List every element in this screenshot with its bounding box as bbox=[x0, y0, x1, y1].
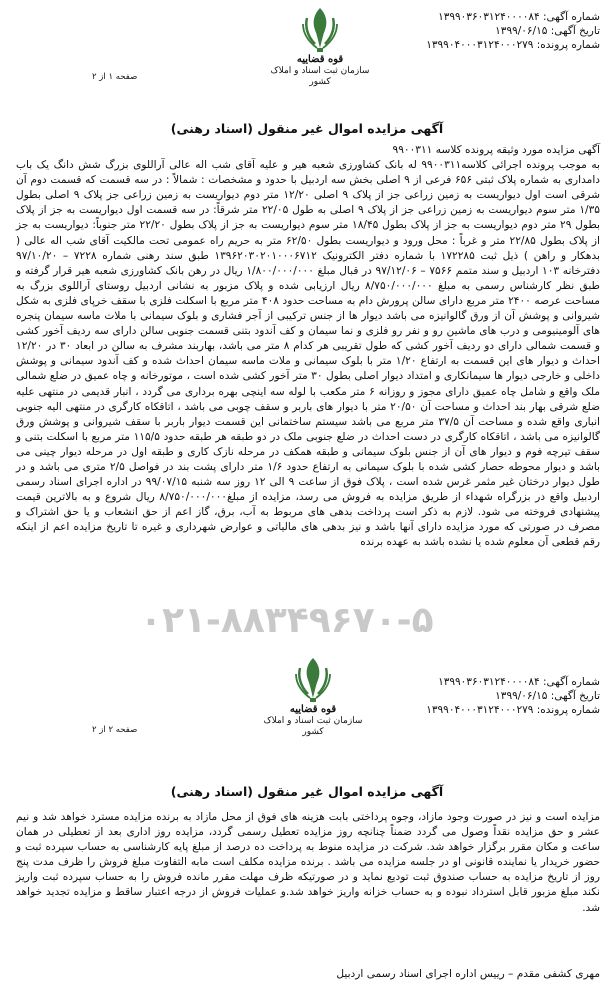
judiciary-title: قوه قضاییه bbox=[296, 54, 344, 65]
judiciary-logo-icon bbox=[290, 654, 336, 704]
registration-org-name: سازمان ثبت اسناد و املاک کشور bbox=[263, 716, 363, 737]
judiciary-logo-icon bbox=[297, 4, 343, 54]
registration-org-name: سازمان ثبت اسناد و املاک کشور bbox=[270, 66, 370, 87]
page-number: صفحه ۱ از ۲ bbox=[92, 72, 138, 82]
signature-line: مهری کشفی مقدم – رییس اداره اجرای اسناد رسمی اردبیل bbox=[336, 968, 600, 980]
ad-meta bbox=[426, 10, 600, 52]
ad-date: تاریخ آگهی: ۱۳۹۹/۰۶/۱۵ bbox=[495, 25, 600, 37]
auction-body-text: آگهی مزایده مورد وثیقه پرونده کلاسه ۹۹۰۰۳۱۱ به موجب پرونده اجرائی کلاسه۹۹۰۰۳۱۱ له بانک کشاورزی شعبه هیر و علیه آقای شب اله عالی آراللوی بزرگ شش دانگ یک باب دامداری به شماره پلاک ثبتی ۶۵۶ فرعی از ۹ اصلی بخش سه اردبیل با حدود و مشخصات : شمالاً : در سه قسمت که قسمت دوم آن شرقی است اول دیواریست به زمین زراعی جز از پلاک ۹ اصلی ۱۲/۲۰ متر دوم دیواریست به زمین زراعی جز پلاک ۹ اصلی بطول ۱/۳۵ متر سوم دیواریست به زمین زراعی جز از پلاک ۹ اصلی به طول ۲۲/۰۵ متر شرقاً: در سه قسمت اول دیواریست به جز از پلاک بطول ۲۹ متر دوم دیواریست به جز از پلاک بطول ۱۸/۴۵ متر سوم دیواریست به جز از پلاک بطول ۲۲/۲۰ متر جنوباً: دیواریست به جز از پلاک بطول ۲۲/۸۵ متر و غرباً : محل ورود و دیواریست بطول ۶۲/۵۰ متر به حریم راه عمومی تحت مالکیت آقای شب اله عالی ( بدهکار و راهن ) ذیل ثبت ۱۷۲۲۸۵ با شماره دفتر الکترونیک ۱۳۹۶۲۰۳۰۲۰۱۰۰۰۶۷۱۲ طبق سند رهنی شماره ۷۲۲۸ – ۹۷/۱۰/۲۰ دفترخانه ۱۰۳ اردبیل و سند متمم ۷۵۶۶ – ۹۷/۱۲/۰۶ در قبال مبلغ ۱/۸۰۰/۰۰۰/۰۰۰ ریال در رهن بانک کشاورزی شعبه هیر قرار گرفته و طبق نظر کارشناس رسمی به مبلغ ۸/۷۵۰/۰۰۰/۰۰۰ ریال ارزیابی شده و پلاک مزبور به نشانی اردبیل روستای آراللوی بزرگ به مساحت عرصه ۲۴۰۰ متر مربع دارای سالن پرورش دام به مساحت حدود ۴۰۸ متر مربع با اسکلت فلزی با سقف خرپای فلزی به شکل شیروانی و پوشش آن از ورق گالوانیزه می باشد دیوار ها از جنس ترکیبی از آجر فشاری و بلوک سیمانی با ملات ماسه سیمان پنجره های آلومینیومی و درب های ماشین رو و نفر رو فلزی و نما سیمان و کف آندود بتنی قسمت جنوبی سالن دارای سه ردیف آخور کشی و قسمت شمالی دارای دو ردیف آخور کشی که طول تقریبی هر کدام ۸ متر می باشد، بهاربند مشرف به سالن در ابعاد ۳۰ در ۱۲/۲۰ احداث و دیوار های این قسمت به ارتفاع ۱/۲۰ متر با بلوک سیمانی و ملات ماسه سیمان احداث شده و کف آندود سیمانی و پوشش داخلی و خارجی دیوار ها سیمانکاری و امتداد دیوار اصلی بطول ۳۰ متر آخور کشی شده است ، موتورخانه و چاه عمیق در ضلع شمالی ملک واقع و شامل چاه عمیق دارای مجوز و روزانه ۶ متر مکعب با لوله سه اینچی بهره برداری می گردد ، انبار قدیمی در منتهی علیه ضلع شرقی بهار بند احداث و مساحت آن ۲۰/۵۰ متر با دیوار های باربر و سقف چوبی می باشد ، اتاقکاه کارگری در منتهی الیه جنوبی انباری واقع شده و مساحت آن ۳۷/۵ متر مربع می باشد سیستم ساختمانی این قسمت دیوار باربر با سقف شیروانی و پوشش ورق گالوانیزه می باشد ، اتاقکاه کارگری در دست احداث در ضلع جنوبی ملک در دو طبقه هر طبقه حدود ۱۱۵/۵ متر مربع با اسکلت بتنی و سقف تیرچه فوم و دیوار های آن از جنس بلوک سیمانی و طبقه همکف در مرحله نازک کاری و طبقه اول در مرحله دیوار چینی می باشد و دیوار محوطه حصار کشی شده با بلوک سیمانی به ارتفاع حدود ۱/۶ متر دارای پشت بند در فواصل ۲/۵ متری می باشد و در طول دیوار درختان غیر مثمر غرس شده است ، پلاک فوق از ساعت ۹ الی ۱۲ روز سه شنبه ۹۹/۰۷/۱۵ در اداره اجرای اسناد رسمی اردبیل واقع در بزرگراه شهداء از طریق مزایده به فروش می رسد، مزایده از مبلغ۸/۷۵۰/۰۰۰/۰۰۰ ریال شروع و به بالاترین قیمت پیشنهادی فروخته می شود. لازم به ذکر است پرداخت بدهی های مربوط به آب، برق، گاز اعم از حق انشعاب و یا حق اشتراک و مصرف در صورتی که مورد مزایده دارای آنها باشد و نیز بدهی های مالیاتی و عوارض شهرداری و غیره تا تاریخ مزایده اعم از اینکه رقم قطعی آن معلوم شده یا نشده باشد به عهده برنده bbox=[16, 144, 601, 549]
phone-watermark: ۰۲۱-۸۸۳۴۹۶۷۰-۵ bbox=[140, 600, 434, 641]
page-number: صفحه ۲ از ۲ bbox=[92, 725, 138, 735]
ad-meta bbox=[426, 675, 600, 717]
case-number: شماره پرونده: ۱۳۹۹۰۴۰۰۰۳۱۲۴۰۰۰۲۷۹ bbox=[426, 39, 600, 51]
document-page-2 bbox=[0, 650, 614, 1000]
judiciary-title: قوه قضاییه bbox=[289, 704, 337, 715]
ad-number: شماره آگهی: ۱۳۹۹۰۳۶۰۳۱۲۴۰۰۰۰۸۴ bbox=[438, 676, 600, 688]
judiciary-emblem bbox=[265, 4, 375, 88]
case-number: شماره پرونده: ۱۳۹۹۰۴۰۰۰۳۱۲۴۰۰۰۲۷۹ bbox=[426, 704, 600, 716]
page-title: آگهی مزایده اموال غیر منقول (اسناد رهنی) bbox=[170, 121, 444, 136]
auction-body-text: مزایده است و نیز در صورت وجود مازاد، وجوه پرداختی بابت هزینه های فوق از محل مازاد به برنده مزایده مسترد خواهد شد و نیم عشر و حق مزایده نقداً وصول می گردد ضمناً چنانچه روز مزایده تعطیل رسمی گردد، مزایده روز اداری بعد از تعطیلی در همان ساعت و مکان مقرر برگزار خواهد شد. شرکت در مزایده منوط به پرداخت ده درصد از مبلغ پایه کارشناسی به حساب سپرده ثبت و حضور خریدار یا نماینده قانونی او در جلسه مزایده می باشد . برنده مزایده مکلف است مابه التفاوت مبلغ فروش را ظرف مدت پنج روز از تاریخ مزایده به حساب صندوق ثبت تودیع نماید و در صورتیکه ظرف مهلت مقرر مانده فروش را به حساب سپرده ثبت واریز نکند مبلغ مزبور قابل استرداد نبوده و به حساب خزانه واریز خواهد شد.و عملیات فروش از درجه اعتبار ساقط و مزایده تجدید خواهد شد. bbox=[16, 811, 600, 914]
ad-number: شماره آگهی: ۱۳۹۹۰۳۶۰۳۱۲۴۰۰۰۰۸۴ bbox=[438, 11, 600, 23]
page-title: آگهی مزایده اموال غیر منقول (اسناد رهنی) bbox=[170, 784, 444, 799]
judiciary-emblem bbox=[258, 654, 368, 738]
ad-date: تاریخ آگهی: ۱۳۹۹/۰۶/۱۵ bbox=[495, 690, 600, 702]
